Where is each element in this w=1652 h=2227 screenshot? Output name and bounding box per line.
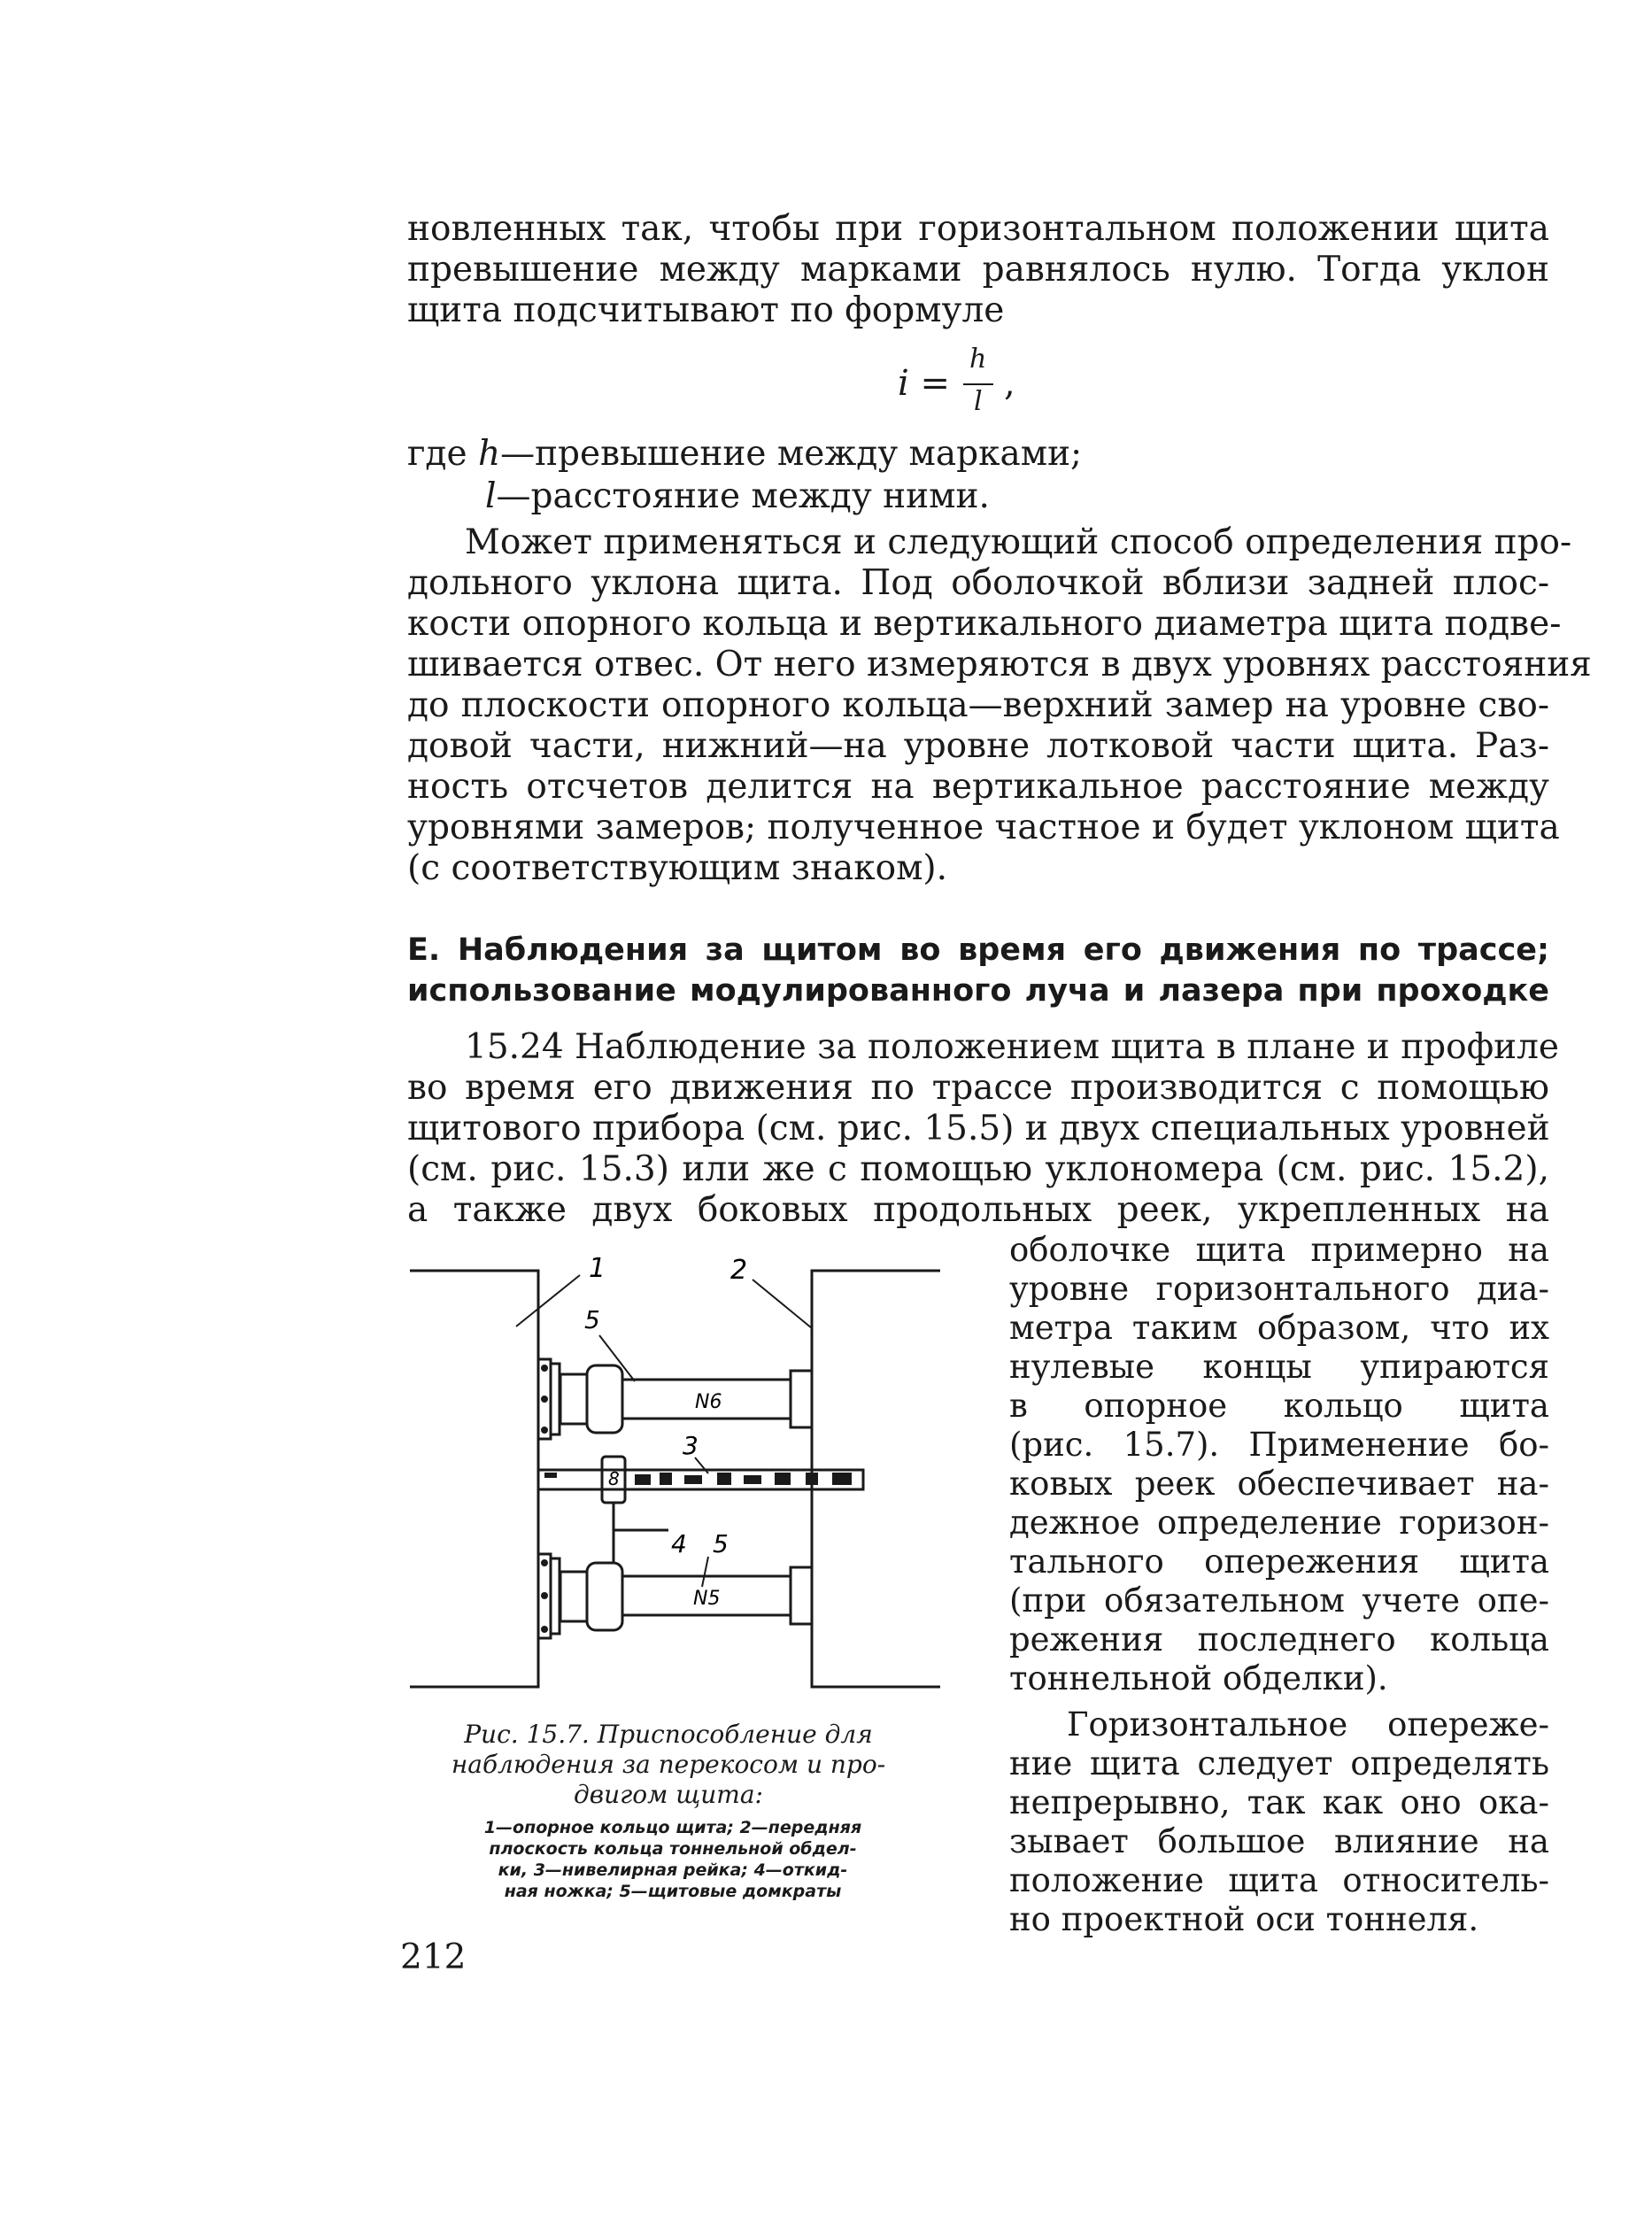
leader-5a: [599, 1335, 635, 1381]
slope-formula: [894, 344, 1071, 423]
label-4: 4: [671, 1529, 687, 1558]
lower-jack-end: [791, 1567, 812, 1624]
formula-comma: ,: [1004, 363, 1015, 404]
column-line: нулевые концы упираются: [1009, 1348, 1549, 1386]
text-line: Может применяться и следующий способ определения про-: [465, 522, 1572, 562]
definition-text: —расстояние между ними.: [496, 476, 990, 516]
formula-denominator: l: [974, 386, 983, 417]
upper-mount-plate-inner: [551, 1364, 560, 1434]
lower-mount-plate-inner: [551, 1558, 560, 1634]
text-line: (с соответствующим знаком).: [407, 848, 948, 888]
column-line: но проектной оси тоннеля.: [1009, 1900, 1479, 1938]
definition-symbol: h: [477, 434, 501, 474]
text-line: во время его движения по трассе производится с помощью: [407, 1068, 1549, 1108]
figure-caption-legend: плоскость кольца тоннельной обдел-: [489, 1839, 857, 1859]
text-line: довой части, нижний—на уровне лотковой части щита. Раз-: [407, 726, 1549, 766]
fraction-bar: [963, 383, 993, 385]
text-line: а также двух боковых продольных реек, укрепленных на: [407, 1190, 1549, 1230]
lining-ring-block: [812, 1271, 940, 1687]
formula-lhs: i =: [898, 363, 951, 404]
column-line: дежное определение горизон-: [1009, 1504, 1549, 1542]
text-line: ность отсчетов делится на вертикальное расстояние между: [407, 767, 1549, 807]
column-line: тоннельной обделки).: [1009, 1659, 1388, 1697]
leader-2: [753, 1280, 812, 1328]
upper-jack-end: [791, 1371, 812, 1427]
page-number: 212: [400, 1937, 467, 1977]
text-line: до плоскости опорного кольца—верхний замер на уровне сво-: [407, 685, 1549, 725]
label-8: 8: [608, 1468, 620, 1489]
text-line: 15.24 Наблюдение за положением щита в плане и профиле: [465, 1027, 1560, 1067]
text-line: щита подсчитывают по формуле: [407, 290, 1005, 330]
definition-symbol: l: [485, 476, 497, 516]
definition-h: где h—превышение между марками;: [407, 434, 1083, 474]
definition-l: [485, 476, 990, 517]
section-heading: использование модулированного луча и лазера при проходке: [407, 973, 1549, 1009]
figure-caption-legend: 1—опорное кольцо щита; 2—передняя: [483, 1818, 862, 1837]
staff-markings: [544, 1473, 852, 1485]
column-line: (при обязательном учете опе-: [1009, 1581, 1549, 1620]
figure-caption-title: Рис. 15.7. Приспособление для: [464, 1720, 873, 1749]
label-5b: 5: [713, 1529, 729, 1558]
lower-jack-head: [587, 1563, 622, 1630]
column-line: Горизонтальное опереже-: [1067, 1705, 1549, 1744]
column-line: (рис. 15.7). Применение бо-: [1009, 1426, 1549, 1464]
column-line: в опорное кольцо щита: [1009, 1387, 1549, 1425]
column-line: метра таким образом, что их: [1009, 1309, 1549, 1347]
definition-text: —превышение между марками;: [500, 434, 1083, 474]
label-n6: N6: [695, 1391, 722, 1413]
text-line: (см. рис. 15.3) или же с помощью уклономера (см. рис. 15.2),: [407, 1149, 1549, 1189]
label-2: 2: [730, 1257, 748, 1286]
text-line: превышение между марками равнялось нулю. Тогда уклон: [407, 250, 1549, 290]
text-line: уровнями замеров; полученное частное и будет уклоном щита: [407, 808, 1560, 847]
section-heading: Е. Наблюдения за щитом во время его движения по трассе;: [407, 932, 1549, 968]
label-n5: N5: [693, 1588, 721, 1610]
column-line: уровне горизонтального диа-: [1009, 1270, 1549, 1308]
text-line: кости опорного кольца и вертикального диаметра щита подве-: [407, 604, 1562, 644]
column-line: режения последнего кольца: [1009, 1620, 1549, 1659]
mount-bolts: [541, 1365, 548, 1633]
column-line: тального опережения щита: [1009, 1543, 1549, 1581]
text-line: шивается отвес. От него измеряются в двух уровнях расстояния: [407, 645, 1592, 684]
lower-jack-cylinder: [560, 1572, 587, 1621]
column-line: непрерывно, так как оно ока-: [1009, 1783, 1549, 1821]
column-line: ние щита следует определять: [1009, 1744, 1549, 1782]
column-line: зывает большое влияние на: [1009, 1822, 1549, 1860]
formula-numerator: h: [969, 344, 987, 375]
figure-caption-legend: ки, 3—нивелирная рейка; 4—откид-: [498, 1860, 848, 1880]
label-3: 3: [683, 1431, 699, 1460]
text-line: щитового прибора (см. рис. 15.5) и двух специальных уровней: [407, 1109, 1550, 1148]
upper-jack-head: [587, 1365, 622, 1433]
text-line: дольного уклона щита. Под оболочкой вблизи задней плос-: [407, 563, 1549, 603]
text-line: новленных так, чтобы при горизонтальном положении щита: [407, 209, 1549, 249]
column-line: ковых реек обеспечивает на-: [1009, 1465, 1549, 1503]
label-5a: 5: [584, 1305, 600, 1334]
figure-caption-title: наблюдения за перекосом и про-: [451, 1750, 886, 1779]
figure-caption-title: двигом щита:: [574, 1780, 763, 1809]
label-1: 1: [589, 1257, 606, 1284]
column-line: положение щита относитель-: [1009, 1861, 1549, 1899]
figure-caption-legend: ная ножка; 5—щитовые домкраты: [504, 1882, 842, 1901]
upper-jack-cylinder: [560, 1374, 587, 1424]
leader-5b: [702, 1557, 708, 1587]
support-ring-block: [410, 1271, 538, 1687]
column-line: оболочке щита примерно на: [1009, 1231, 1549, 1269]
leader-1: [516, 1275, 580, 1326]
